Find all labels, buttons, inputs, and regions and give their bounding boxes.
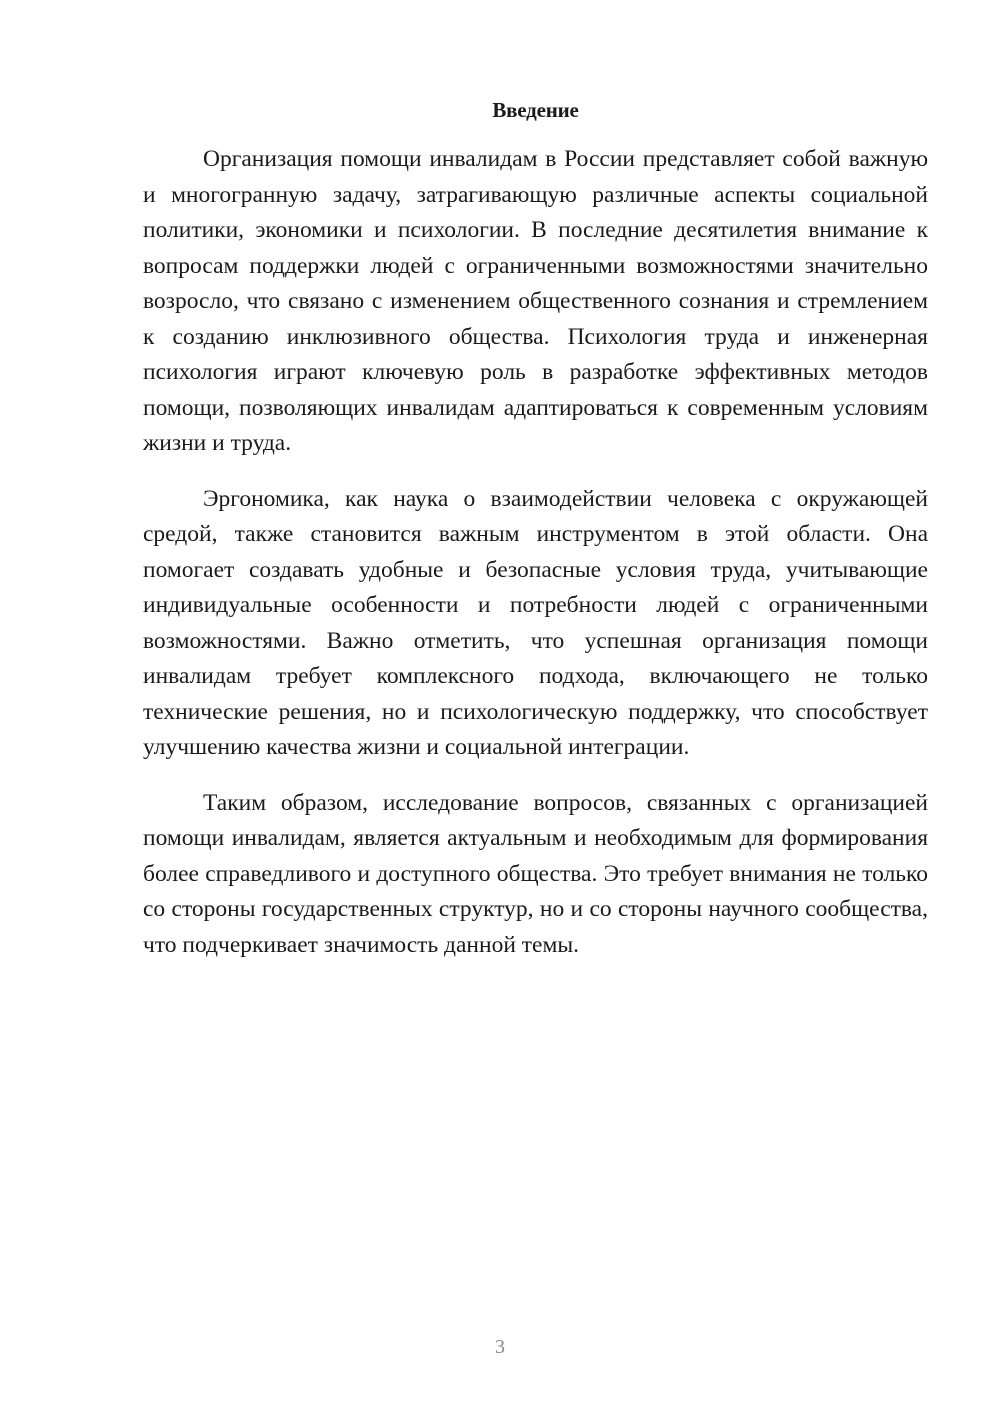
page-number: 3 [495, 1336, 505, 1358]
section-title: Введение [492, 98, 579, 122]
paragraph-ergonomics: Эргономика, как наука о взаимодействии человека с окружающей средой, также становится важным инструментом в этой области. Она помогает создавать удобные и безопасные условия труда, учитывающие индивидуальные особенности и потребности людей с ограниченными возможностями. Важно отметить, что успешная организация помощи инвалидам требует комплексного подхода, включающего не только технические решения, но и психологическую поддержку, что способствует улучшению качества жизни и социальной интеграции. [143, 485, 928, 760]
paragraph-conclusion: Таким образом, исследование вопросов, связанных с организацией помощи инвалидам, является актуальным и необходимым для формирования более справедливого и доступного общества. Это требует внимания не только со стороны государственных структур, но и со стороны научного сообщества, что подчеркивает значимость данной темы. [143, 789, 928, 958]
paragraph-intro: Организация помощи инвалидам в России представляет собой важную и многогранную задачу, затрагивающую различные аспекты социальной политики, экономики и психологии. В последние десятилетия внимание к вопросам поддержки людей с ограниченными возможностями значительно возросло, что связано с изменением общественного сознания и стремлением к созданию инклюзивного общества. Психология труда и инженерная психология играют ключевую роль в разработке эффективных методов помощи, позволяющих инвалидам адаптироваться к современным условиям жизни и труда. [143, 146, 928, 456]
page-content [143, 92, 928, 963]
